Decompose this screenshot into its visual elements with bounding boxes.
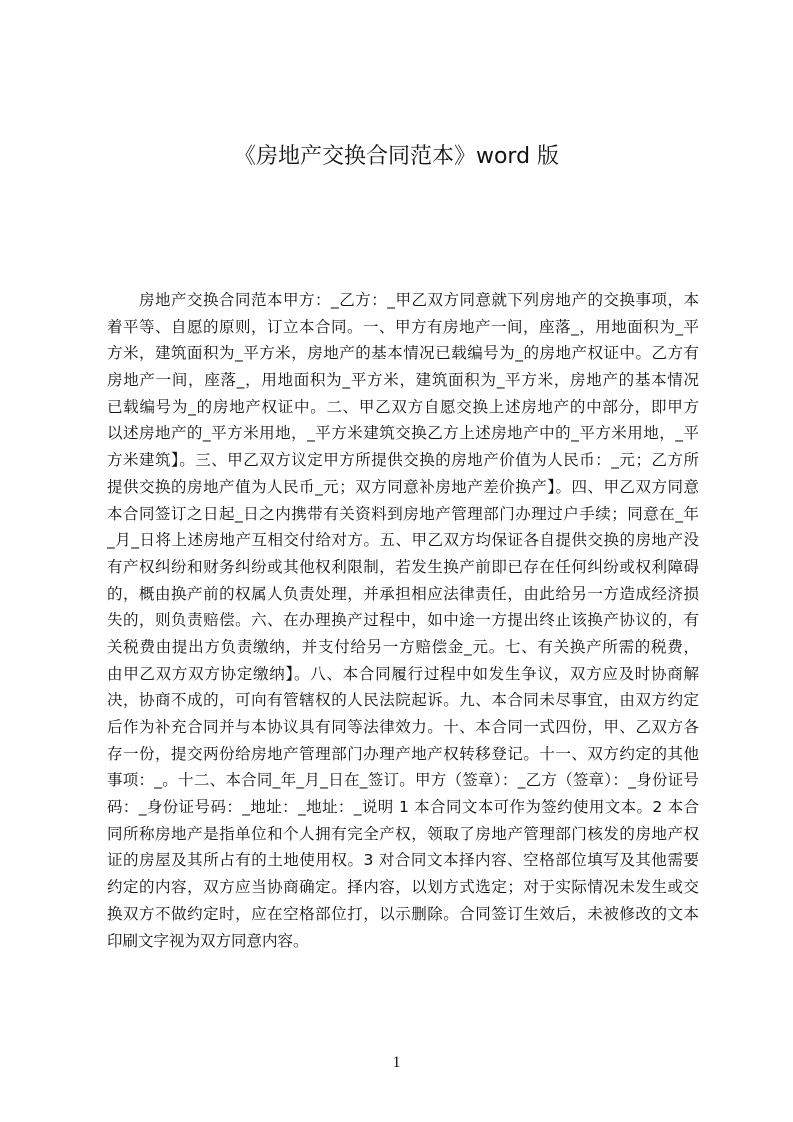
paragraph-line: 决，协商不成的，可向有管辖权的人民法院起诉。九、本合同未尽事宜，由双方约定 [107, 691, 699, 710]
paragraph-line: 存一份，提交两份给房地产管理部门办理产地产权转移登记。十一、双方约定的其他 [107, 744, 699, 763]
paragraph-line: 方米建筑】。三、甲乙双方议定甲方所提供交换的房地产价值为人民币：_元；乙方所 [107, 451, 699, 470]
paragraph-line: 印刷文字视为双方同意内容。 [107, 931, 309, 950]
paragraph-line: 证的房屋及其所占有的土地使用权。3 对合同文本择内容、空格部位填写及其他需要 [107, 851, 699, 870]
paragraph-line: 换双方不做约定时，应在空格部位打，以示删除。合同签订生效后，未被修改的文本 [107, 904, 699, 923]
paragraph-line: 方米，建筑面积为_平方米，房地产的基本情况已载编号为_的房地产权证中。乙方有 [107, 344, 699, 363]
paragraph-line: 着平等、自愿的原则，订立本合同。一、甲方有房地产一间，座落_，用地面积为_平 [107, 317, 699, 336]
paragraph-line: 失的，则负责赔偿。六、在办理换产过程中，如中途一方提出终止该换产协议的，有 [107, 611, 699, 630]
paragraph-line: 事项：_。十二、本合同_年_月_日在_签订。甲方（签章）：_乙方（签章）：_身份证号 [107, 771, 699, 790]
paragraph-line: 的，概由换产前的权属人负责处理，并承担相应法律责任，由此给另一方造成经济损 [107, 584, 699, 603]
paragraph-line: 提供交换的房地产值为人民币_元；双方同意补房地产差价换产】。四、甲乙双方同意 [107, 477, 699, 496]
paragraph-line: 已载编号为_的房地产权证中。二、甲乙双方自愿交换上述房地产的中部分，即甲方 [107, 397, 699, 416]
paragraph-line: 约定的内容，双方应当协商确定。择内容，以划方式选定；对于实际情况未发生或交 [107, 878, 699, 897]
paragraph-line: 码：_身份证号码：_地址：_地址：_说明 1 本合同文本可作为签约使用文本。2 本合 [107, 798, 699, 817]
paragraph-line: 本合同签订之日起_日之内携带有关资料到房地产管理部门办理过户手续；同意在_年 [107, 504, 699, 523]
document-title: 《房地产交换合同范本》word 版 [233, 144, 560, 169]
paragraph-line: 由甲乙双方双方协定缴纳】。八、本合同履行过程中如发生争议，双方应及时协商解 [107, 664, 699, 683]
page-number: 1 [392, 1054, 401, 1071]
paragraph-line: 以述房地产的_平方米用地，_平方米建筑交换乙方上述房地产中的_平方米用地，_平 [107, 424, 699, 443]
paragraph-line: _月_日将上述房地产互相交付给对方。五、甲乙双方均保证各自提供交换的房地产没 [107, 531, 699, 550]
paragraph-line: 房地产一间，座落_，用地面积为_平方米，建筑面积为_平方米，房地产的基本情况 [107, 371, 699, 390]
paragraph-line: 后作为补充合同并与本协议具有同等法律效力。十、本合同一式四份，甲、乙双方各 [107, 718, 699, 736]
paragraph-line: 房地产交换合同范本甲方：_乙方：_甲乙双方同意就下列房地产的交换事项，本 [139, 291, 699, 309]
paragraph-line: 有产权纠纷和财务纠纷或其他权利限制，若发生换产前即已存在任何纠纷或权利障碍 [107, 557, 699, 576]
document-body [107, 287, 699, 954]
paragraph-line: 关税费由提出方负责缴纳，并支付给另一方赔偿金_元。七、有关换产所需的税费， [107, 637, 699, 656]
paragraph-line: 同所称房地产是指单位和个人拥有完全产权，领取了房地产管理部门核发的房地产权 [107, 824, 699, 843]
